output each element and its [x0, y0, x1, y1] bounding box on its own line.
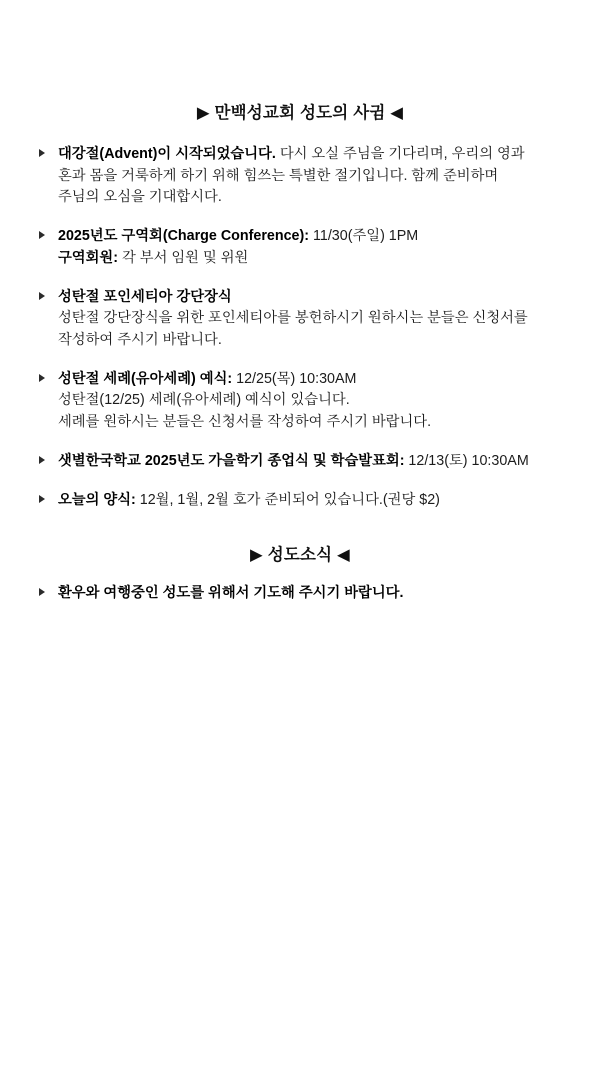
item-rest: 주님의 오심을 기대합시다.: [58, 189, 222, 206]
item-line: [58, 166, 572, 188]
bullet-triangle-icon: [39, 588, 45, 596]
announcement-list-news: [28, 583, 572, 605]
item-line: [58, 583, 572, 605]
item-line: [58, 226, 572, 248]
list-item: [28, 226, 572, 269]
announcement-list-fellowship: [28, 144, 572, 511]
item-line: [58, 287, 572, 309]
bullet-triangle-icon: [39, 495, 45, 503]
item-lead: 오늘의 양식:: [58, 491, 136, 508]
item-line: [58, 490, 572, 512]
item-rest: 각 부서 임원 및 위원: [118, 249, 249, 266]
item-rest: 작성하여 주시기 바랍니다.: [58, 332, 222, 349]
item-line: [58, 187, 572, 209]
item-line: [58, 248, 572, 270]
list-item: [28, 583, 572, 605]
bullet-triangle-icon: [39, 149, 45, 157]
item-rest: 세례를 원하시는 분들은 신청서를 작성하여 주시기 바랍니다.: [58, 414, 432, 431]
section-heading-fellowship: ▶ 만백성교회 성도의 사귐 ◀: [196, 104, 404, 122]
item-line: [58, 412, 572, 434]
item-rest: 12/13(토) 10:30AM: [404, 452, 529, 469]
item-line: [58, 144, 572, 166]
item-rest: 11/30(주일) 1PM: [309, 228, 419, 245]
list-item: [28, 144, 572, 209]
item-rest: 12/25(목) 10:30AM: [232, 370, 357, 387]
item-lead: 샛별한국학교 2025년도 가을학기 종업식 및 학습발표회:: [58, 452, 405, 469]
item-line: [58, 451, 572, 473]
item-line: [58, 369, 572, 391]
item-lead: 성탄절 세례(유아세례) 예식:: [58, 370, 233, 387]
item-rest: 성탄절 강단장식을 위한 포인세티아를 봉헌하시기 원하시는 분들은 신청서를: [58, 310, 528, 327]
bullet-triangle-icon: [39, 231, 45, 239]
list-item: [28, 369, 572, 434]
section-heading-news: ▶ 성도소식 ◀: [250, 546, 350, 565]
bullet-triangle-icon: [39, 456, 45, 464]
list-item: [28, 451, 572, 473]
bullet-triangle-icon: [39, 292, 45, 300]
item-line: [58, 308, 572, 330]
item-lead: 환우와 여행중인 성도를 위해서 기도해 주시기 바랍니다.: [58, 585, 404, 602]
list-item: [28, 287, 572, 352]
item-line: [58, 330, 572, 352]
item-rest: 성탄절(12/25) 세례(유아세례) 예식이 있습니다.: [58, 392, 350, 409]
list-item: [28, 490, 572, 512]
item-lead: 성탄절 포인세티아 강단장식: [58, 288, 232, 305]
item-lead: 구역회원:: [58, 249, 119, 266]
item-line: [58, 390, 572, 412]
item-rest: 12월, 1월, 2월 호가 준비되어 있습니다.(권당 $2): [135, 491, 440, 508]
item-lead: 2025년도 구역회(Charge Conference):: [58, 228, 309, 245]
item-rest: 다시 오실 주님을 기다리며, 우리의 영과: [275, 146, 525, 162]
item-rest: 혼과 몸을 거룩하게 하기 위해 힘쓰는 특별한 절기입니다. 함께 준비하며: [58, 167, 499, 184]
bullet-triangle-icon: [39, 374, 45, 382]
item-lead: 대강절(Advent)이 시작되었습니다.: [58, 146, 276, 162]
